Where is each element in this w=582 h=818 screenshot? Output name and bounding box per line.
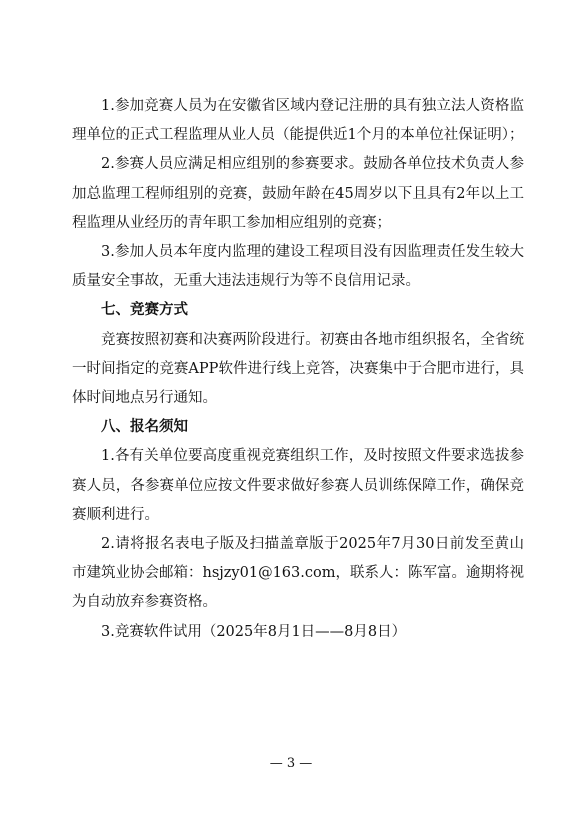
paragraph-registration-2: 2.请将报名表电子版及扫描盖章版于2025年7月30日前发至黄山市建筑业协会邮箱：hsjzy01@163.com，联系人：陈军富。逾期将视为自动放弃参赛资格。	[72, 536, 524, 611]
paragraph-eligibility-2: 2.参赛人员应满足相应组别的参赛要求。鼓励各单位技术负责人参加总监理工程师组别的竞赛，鼓励年龄在45周岁以下且具有2年以上工程监理从业经历的青年职工参加相应组别的竞赛；	[72, 156, 524, 231]
paragraph-eligibility-1: 1.参加竞赛人员为在安徽省区域内登记注册的具有独立法人资格监理单位的正式工程监理从业人员（能提供近1个月的本单位社保证明）；	[72, 98, 524, 144]
paragraph-registration-3: 3.竞赛软件试用（2025年8月1日——8月8日）	[101, 623, 407, 640]
paragraph-eligibility-3: 3.参加人员本年度内监理的建设工程项目没有因监理责任发生较大质量安全事故，无重大违法违规行为等不良信用记录。	[72, 244, 524, 290]
section-heading-competition-method: 七、竞赛方式	[101, 302, 188, 319]
paragraph-competition-method: 竞赛按照初赛和决赛两阶段进行。初赛由各地市组织报名，全省统一时间指定的竞赛APP软件进行线上竞答，决赛集中于合肥市进行，具体时间地点另行通知。	[72, 331, 524, 407]
section-heading-registration-notice: 八、报名须知	[101, 419, 188, 436]
page-number: — 3 —	[269, 756, 313, 771]
document-body	[72, 92, 524, 647]
paragraph-registration-1: 1.各有关单位要高度重视竞赛组织工作，及时按照文件要求选拔参赛人员，各参赛单位应按文件要求做好参赛人员训练保障工作，确保竞赛顺利进行。	[72, 448, 524, 523]
